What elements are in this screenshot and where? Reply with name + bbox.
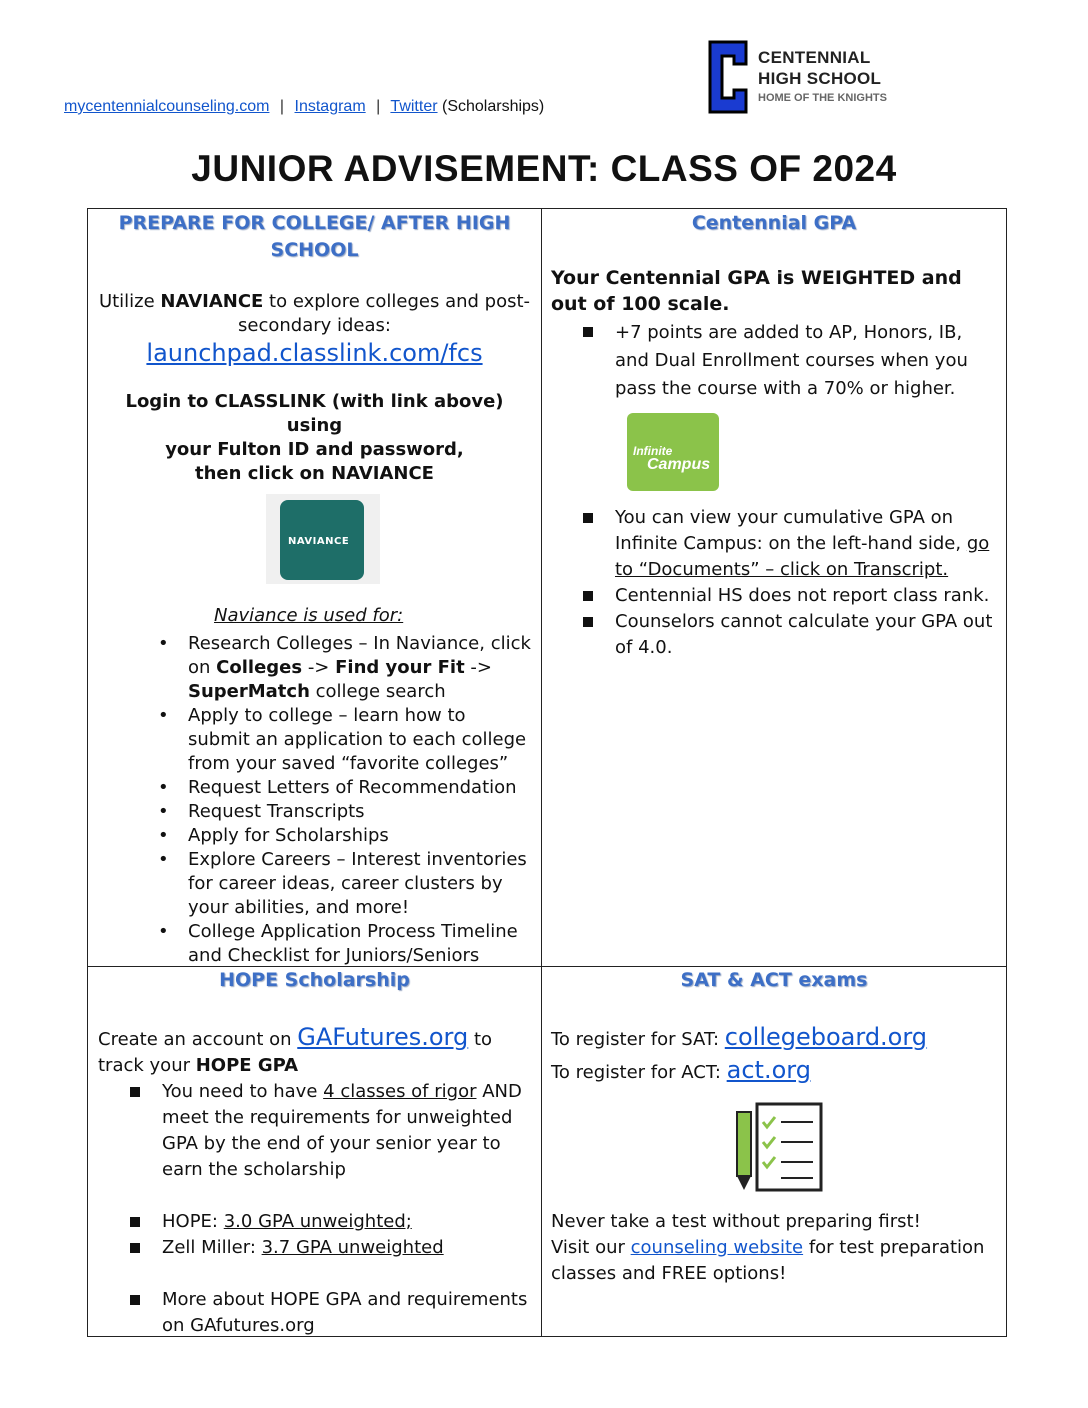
sat-line (551, 1022, 997, 1055)
logo-line-2: HIGH SCHOOL (758, 69, 882, 88)
list-item: Counselors cannot calculate your GPA out of 4.0. (615, 609, 997, 661)
gpa-list (551, 319, 997, 403)
text: 4 classes of rigor (323, 1081, 477, 1102)
text: Research Colleges – In Naviance, click on (188, 633, 531, 678)
list-item (615, 505, 997, 583)
act-link[interactable]: act.org (726, 1056, 811, 1084)
text: college search (309, 681, 446, 702)
header-links (64, 98, 544, 116)
gpa-intro: Your Centennial GPA is WEIGHTED and out of 100 scale. (551, 267, 962, 315)
counseling-website-link[interactable]: counseling website (630, 1237, 804, 1258)
separator: | (279, 98, 285, 115)
separator: | (376, 98, 381, 115)
login-line: Login to CLASSLINK (with link above) using (125, 391, 504, 436)
text: You can view your cumulative GPA on Infinite Campus: on the left-hand side, (615, 507, 967, 554)
naviance-logo (266, 494, 380, 584)
prepare-cell (88, 210, 541, 968)
text: Find your Fit (335, 657, 465, 678)
text: go to “Documents” – click on Transcript. (615, 533, 990, 580)
exams-heading: SAT & ACT exams (680, 969, 868, 991)
logo-line-3: HOME OF THE KNIGHTS (758, 92, 887, 104)
login-line: then click on NAVIANCE (195, 463, 434, 484)
list-item (162, 1209, 531, 1235)
c-logo-icon (704, 38, 750, 116)
classlink-link[interactable]: launchpad.classlink.com/fcs (146, 339, 483, 367)
list-item (188, 632, 531, 704)
list-item: +7 points are added to AP, Honors, IB, and Dual Enrollment courses when you pass the course with a 70% or higher. (615, 319, 997, 403)
list-item: • Request Letters of Recommendation (188, 776, 531, 800)
text: -> (302, 657, 336, 678)
twitter-note: (Scholarships) (442, 98, 545, 115)
prepare-heading (98, 210, 531, 264)
hope-cell (88, 967, 541, 1339)
heading-line: PREPARE FOR COLLEGE/ AFTER HIGH (118, 212, 511, 234)
text: Create an account on (98, 1029, 298, 1050)
never-text: Never take a test without preparing first! (551, 1211, 921, 1232)
naviance-bold: NAVIANCE (160, 291, 264, 312)
list-item: • Apply for Scholarships (188, 824, 531, 848)
classlink-link-wrap (98, 338, 531, 368)
text: AND meet the requirements for unweighted GPA by the end of your senior year to earn the scholarship (162, 1081, 522, 1180)
gpa-heading: Centennial GPA (691, 212, 857, 234)
text: To register for ACT: (551, 1062, 727, 1083)
text: To register for SAT: (551, 1029, 725, 1050)
utilize-text (98, 290, 531, 338)
text: HOPE: (162, 1211, 224, 1232)
list-item: • College Application Process Timeline and Checklist for Juniors/Seniors (188, 920, 531, 968)
gpa-cell (542, 210, 1006, 661)
logo-line-1: CENTENNIAL (758, 48, 871, 67)
text: -> (464, 657, 492, 678)
checklist-icon (731, 1096, 831, 1196)
login-instructions (98, 390, 531, 486)
text: Utilize (98, 291, 161, 312)
list-item: • Request Transcripts (188, 800, 531, 824)
instagram-link[interactable]: Instagram (294, 98, 366, 115)
infinite-campus-logo (627, 413, 719, 491)
text: SuperMatch (188, 681, 310, 702)
gafutures-link[interactable]: GAFutures.org (297, 1023, 469, 1051)
counseling-site-link[interactable]: mycentennialcounseling.com (64, 98, 270, 115)
heading-line: SCHOOL (270, 239, 359, 261)
text: Colleges (216, 657, 303, 678)
school-logo (704, 38, 914, 118)
act-line (551, 1055, 997, 1088)
list-item: • Explore Careers – Interest inventories for career ideas, career clusters by your abilities, and more! (188, 848, 531, 920)
used-for-label: Naviance is used for: (214, 605, 404, 626)
text: to explore colleges and post-secondary ideas: (238, 291, 531, 336)
collegeboard-link[interactable]: collegeboard.org (724, 1023, 928, 1051)
text: HOPE GPA (195, 1055, 299, 1076)
text: 3.7 GPA unweighted (261, 1237, 444, 1258)
naviance-uses-list (98, 632, 531, 968)
twitter-link[interactable]: Twitter (390, 98, 438, 115)
visit-text (551, 1235, 997, 1287)
text: 3.0 GPA unweighted; (223, 1211, 412, 1232)
text: You need to have (162, 1081, 324, 1102)
list-item: • Apply to college – learn how to submit an application to each college from your saved “favorite colleges” (188, 704, 531, 776)
text: to track your (98, 1029, 493, 1076)
login-line: your Fulton ID and password, (165, 439, 464, 460)
exams-cell (542, 967, 1006, 1287)
hope-list (98, 1079, 531, 1339)
page-title: JUNIOR ADVISEMENT: CLASS OF 2024 (191, 148, 897, 189)
hope-intro (98, 1022, 531, 1079)
text: Zell Miller: (162, 1237, 262, 1258)
list-item (162, 1079, 531, 1183)
list-item: Centennial HS does not report class rank. (615, 583, 997, 609)
text: Visit our (551, 1237, 631, 1258)
text: for test preparation classes and FREE options! (551, 1237, 985, 1284)
campus-text: Infinite (633, 444, 673, 458)
list-item (162, 1235, 531, 1261)
list-item: More about HOPE GPA and requirements on GAfutures.org (162, 1287, 531, 1339)
campus-text: Campus (647, 456, 711, 473)
hope-heading: HOPE Scholarship (219, 969, 410, 991)
gpa-list-2 (551, 505, 997, 661)
naviance-logo-text: NAVIANCE (288, 536, 350, 547)
